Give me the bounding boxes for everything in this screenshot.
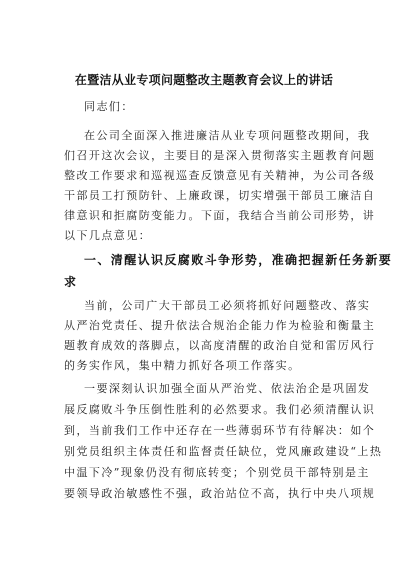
- document-title: 在暨洁从业专项问题整改主题教育会议上的讲话: [74, 73, 334, 87]
- section-heading-1-line-1: 一、清醒认识反腐败斗争形势，准确把握新任务新要: [84, 253, 393, 267]
- paragraph-2-line-4: 的务实作风，集中精力抓好各项工作落实。: [64, 359, 301, 372]
- paragraph-3-line-1: 一要深刻认识加强全面从严治党、依法治企是巩固发: [84, 382, 371, 395]
- paragraph-1-line-1: 在公司全面深入推进廉洁从业专项问题整改期间，我: [84, 129, 371, 142]
- paragraph-3-line-5: 中温下冷”现象仍没有彻底转变；个别党员干部特别是主: [64, 466, 370, 479]
- paragraph-1-line-3: 整改工作要求和巡视巡查反馈意见有关精神，为公司各级: [64, 169, 376, 182]
- paragraph-3-line-3: 到，当前我们工作中还存在一些薄弱环节有待解决：如个: [64, 424, 376, 437]
- paragraph-3-line-4: 别党员组织主体责任和监督责任缺位，党风廉政建设“上热: [64, 445, 383, 458]
- salutation: 同志们：: [84, 100, 134, 113]
- paragraph-3-line-6: 要领导政治敏感性不强，政治站位不高，执行中央八项规: [64, 487, 376, 500]
- paragraph-1-line-2: 们召开这次会议，主要目的是深入贯彻落实主题教育问题: [64, 149, 376, 162]
- paragraph-1-line-5: 律意识和拒腐防变能力。下面，我结合当前公司形势，讲: [64, 209, 376, 222]
- paragraph-1-line-6: 以下几点意见：: [64, 229, 152, 242]
- paragraph-1-line-4: 干部员工打预防针、上廉政课，切实增强干部员工廉洁自: [64, 189, 376, 202]
- section-heading-1-line-2: 求: [64, 275, 78, 289]
- paragraph-2-line-2: 从严治党责任、提升依法合规治企能力作为检验和衡量主: [64, 319, 376, 332]
- paragraph-3-line-2: 展反腐败斗争压倒性胜利的必然要求。我们必须清醒认识: [64, 403, 376, 416]
- paragraph-2-line-1: 当前，公司广大干部员工必须将抓好问题整改、落实: [84, 299, 371, 312]
- paragraph-2-line-3: 题教育成效的落脚点，以高度清醒的政治自觉和雷厉风行: [64, 339, 376, 352]
